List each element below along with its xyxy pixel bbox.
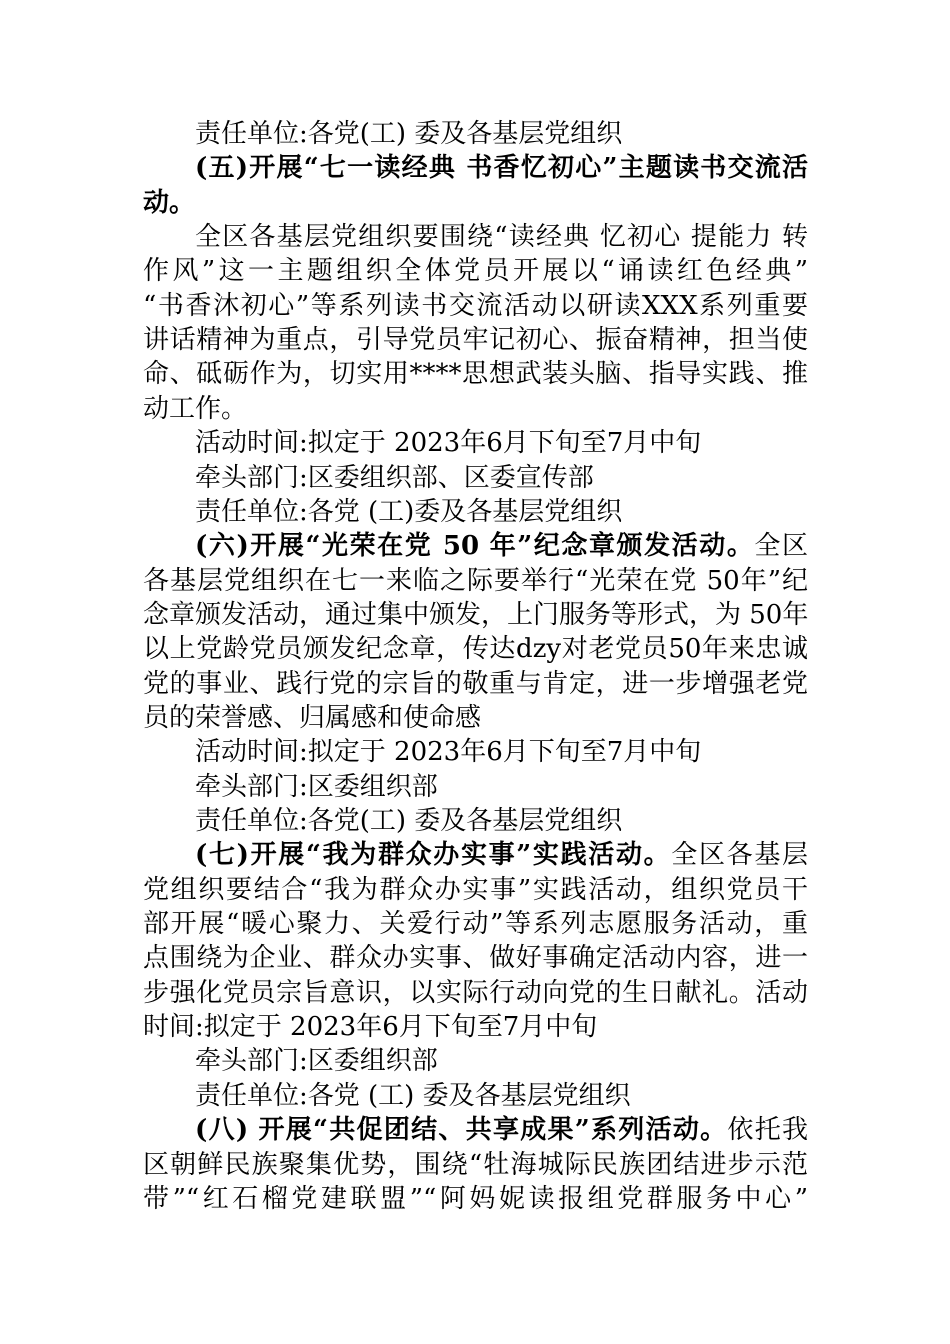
document-line <box>195 529 808 563</box>
document-line <box>195 1113 808 1147</box>
line-text: 依托我 <box>727 1115 808 1146</box>
line-text: 全区 <box>754 531 808 562</box>
line-text: 全区各基层 <box>671 840 808 871</box>
document-line: 讲话精神为重点，引导党员牢记初心、振奋精神，担当使 <box>143 325 808 356</box>
document-line: 作风”这一主题组织全体党员开展以“诵读红色经典” <box>143 256 808 287</box>
section-heading: (七)开展“我为群众办实事”实践活动。 <box>195 840 672 871</box>
section-heading: (八) 开展“共促团结、共享成果”系列活动。 <box>195 1115 728 1146</box>
document-line: 责任单位:各党 (工) 委及各基层党组织 <box>195 1080 631 1111</box>
document-line: 动工作。 <box>143 393 248 424</box>
document-line: 部开展“暖心聚力、关爱行动”等系列志愿服务活动，重 <box>143 909 808 940</box>
document-line: 动。 <box>143 187 196 218</box>
document-line: 全区各基层党组织要围绕“读经典 忆初心 提能力 转 <box>195 222 808 253</box>
document-line: 责任单位:各党(工) 委及各基层党组织 <box>195 119 623 149</box>
document-line: 活动时间:拟定于 2023年6月下旬至7月中旬 <box>195 428 702 459</box>
document-line: 命、砥砺作为，切实用****思想武装头脑、指导实践、推 <box>143 359 808 390</box>
document-line: 点围绕为企业、群众办实事、做好事确定活动内容，进一 <box>143 943 808 974</box>
document-line: 区朝鲜民族聚集优势，围绕“牡海城际民族团结进步示范 <box>143 1149 808 1180</box>
document-line: (五)开展“七一读经典 书香忆初心”主题读书交流活 <box>195 153 808 184</box>
document-line: “书香沐初心”等系列读书交流活动以研读XXX系列重要 <box>143 290 808 321</box>
document-line: 责任单位:各党(工) 委及各基层党组织 <box>195 806 623 836</box>
document-line: 牵头部门:区委组织部 <box>195 771 438 802</box>
document-line: 员的荣誉感、归属感和使命感 <box>143 702 482 733</box>
document-line: 以上党龄党员颁发纪念章，传达dzy对老党员50年来忠诚 <box>143 634 808 665</box>
document-line: 时间:拟定于 2023年6月下旬至7月中旬 <box>143 1012 598 1043</box>
document-line: 带”“红石榴党建联盟”“阿妈妮读报组党群服务中心” <box>143 1183 808 1214</box>
document-line: 牵头部门:区委组织部、区委宣传部 <box>195 462 594 493</box>
document-line: 党组织要结合“我为群众办实事”实践活动，组织党员干 <box>143 874 808 905</box>
document-line: 党的事业、践行党的宗旨的敬重与肯定，进一步增强老党 <box>143 668 808 699</box>
document-line: 责任单位:各党 (工)委及各基层党组织 <box>195 496 623 527</box>
document-line: 牵头部门:区委组织部 <box>195 1046 438 1077</box>
document-line: 步强化党员宗旨意识，以实际行动向党的生日献礼。活动 <box>143 977 808 1008</box>
document-line: 各基层党组织在七一来临之际要举行“光荣在党 50年”纪 <box>143 565 808 596</box>
document-line: 念章颁发活动，通过集中颁发，上门服务等形式，为 50年 <box>143 599 809 630</box>
document-line <box>195 838 808 872</box>
section-heading: (六)开展“光荣在党 50 年”纪念章颁发活动。 <box>195 531 755 562</box>
document-line: 活动时间:拟定于 2023年6月下旬至7月中旬 <box>195 737 702 768</box>
